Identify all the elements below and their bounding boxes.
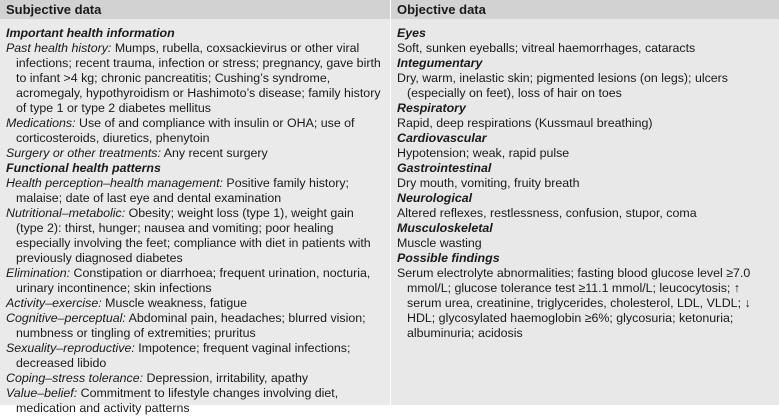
eyes-text: Soft, sunken eyeballs; vitreal haemorrhages, cataracts [397, 41, 696, 55]
cognitive-entry [6, 311, 384, 341]
entry-label: Value–belief: [6, 386, 78, 400]
entry-label: Medications: [6, 116, 76, 130]
eyes-title: Eyes [397, 26, 426, 40]
entry-label: Elimination: [6, 266, 71, 280]
entry-label: Coping–stress tolerance: [6, 371, 144, 385]
entry-text: Any recent surgery [160, 146, 268, 160]
entry-text: Abdominal pain, headaches; blurred vision; numbness or tingling of extremities; pruritus [16, 311, 366, 340]
neurological-title: Neurological [397, 191, 473, 205]
entry-text: Impotence; frequent vaginal infections; decreased libido [16, 341, 351, 370]
entry-text: Mumps, rubella, coxsackievirus or other viral infections; recent trauma, infection or stress; pregnancy, gave birth to infant >4 kg; chronic pancreatitis; Cushing’s syndrome, acromegaly, hypothyroidism or Hashimoto’s disease; family history of type 1 or type 2 diabetes mellitus [16, 41, 381, 115]
entry-label: Nutritional–metabolic: [6, 206, 126, 220]
entry-label: Sexuality–reproductive: [6, 341, 135, 355]
entry-label: Cognitive–perceptual: [6, 311, 126, 325]
subjective-column [0, 19, 390, 415]
activity-entry [6, 296, 384, 311]
objective-column [390, 19, 779, 405]
nutritional-entry [6, 206, 384, 266]
entry-label: Activity–exercise: [6, 296, 102, 310]
cardiovascular-text: Hypotension; weak, rapid pulse [397, 146, 570, 160]
subjective-header: Subjective data [0, 0, 390, 19]
entry-label: Past health history: [6, 41, 112, 55]
integumentary-title: Integumentary [397, 56, 483, 70]
elimination-entry [6, 266, 384, 296]
respiratory-title: Respiratory [397, 101, 466, 115]
entry-label: Health perception–health management: [6, 176, 223, 190]
entry-text: Obesity; weight loss (type 1), weight gain (type 2): thirst, hunger; nausea and vomiting; poor healing especially involving the feet; compliance with diet in patients with previously diagnosed diabetes [16, 206, 371, 265]
past-history-entry [6, 41, 384, 116]
coping-entry [6, 371, 384, 386]
integumentary-text: Dry, warm, inelastic skin; pigmented lesions (on legs); ulcers (especially on feet), loss of hair on toes [397, 71, 728, 100]
entry-text: Use of and compliance with insulin or OHA; use of corticosteroids, diuretics, phenytoin [16, 116, 355, 145]
medications-entry [6, 116, 384, 146]
entry-text: Depression, irritability, apathy [143, 371, 309, 385]
entry-text: Commitment to lifestyle changes involving diet, medication and activity patterns [16, 386, 339, 415]
musculoskeletal-text: Muscle wasting [397, 236, 482, 250]
possible-findings-text: Serum electrolyte abnormalities; fasting blood glucose level ≥7.0 mmol/L; glucose tolerance test ≥11.1 mmol/L; leucocytosis; ↑ serum urea, creatinine, triglycerides, cholesterol, LDL, VLDL; ↓ HDL; glycosylated haemoglobin ≥6%; glycosuria; ketonuria; albuminuria; acidosis [397, 266, 751, 340]
health-perception-entry [6, 176, 384, 206]
neurological-text: Altered reflexes, restlessness, confusion, stupor, coma [397, 206, 697, 220]
sexuality-entry [6, 341, 384, 371]
cardiovascular-title: Cardiovascular [397, 131, 487, 145]
entry-text: Muscle weakness, fatigue [101, 296, 248, 310]
respiratory-text: Rapid, deep respirations (Kussmaul breathing) [397, 116, 653, 130]
value-belief-entry [6, 386, 384, 416]
entry-label: Surgery or other treatments: [6, 146, 161, 160]
musculoskeletal-title: Musculoskeletal [397, 221, 493, 235]
surgery-entry [6, 146, 384, 161]
possible-findings-title: Possible findings [397, 251, 500, 265]
gastrointestinal-title: Gastrointestinal [397, 161, 492, 175]
section-title-health-info: Important health information [6, 26, 175, 40]
gastrointestinal-text: Dry mouth, vomiting, fruity breath [397, 176, 580, 190]
entry-text: Constipation or diarrhoea; frequent urination, nocturia, urinary incontinence; skin infections [16, 266, 371, 295]
entry-text: Positive family history; malaise; date of last eye and dental examination [16, 176, 349, 205]
objective-header: Objective data [390, 0, 779, 19]
section-title-functional: Functional health patterns [6, 161, 161, 175]
